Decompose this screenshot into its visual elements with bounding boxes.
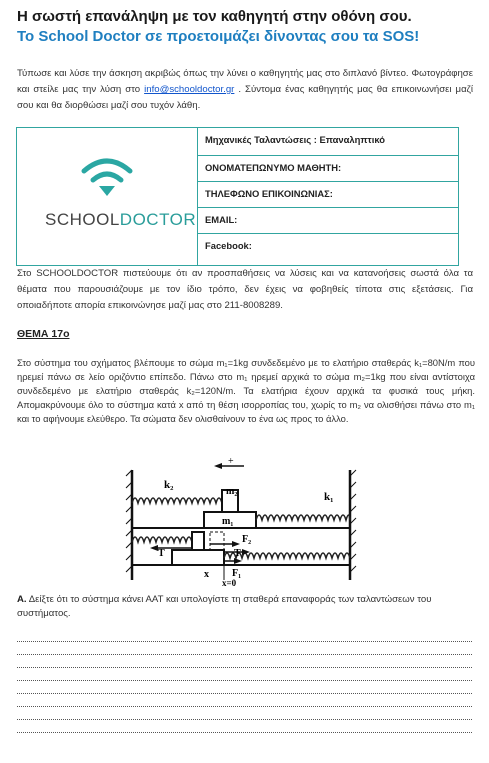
student-name-field[interactable]: ΟΝΟΜΑΤΕΠΩΝΥΜΟ ΜΑΘΗΤΗ: — [198, 156, 458, 182]
problem-heading: ΘΕΜΑ 17ο — [17, 328, 70, 340]
answer-lines[interactable] — [17, 629, 472, 733]
info-paragraph: Στο SCHOOLDOCTOR πιστεύουμε ότι αν προσπαθήσεις να λύσεις και να κατανοήσεις σωστά όλα τα θέματα που παρουσιάζουμε με τον ίδιο τρόπο, δεν έχεις να φοβηθείς τίποτα στις εξετάσεις. Για οποιαδήποτε απορία επικοινώνησε μαζί μας στο 211-8008289. — [17, 268, 473, 311]
logo-wordmark: SCHOOLDOCTOR — [45, 210, 197, 229]
F1-label: F₁ — [232, 568, 242, 579]
spring-k1-upper — [256, 515, 350, 520]
course-title-field: Μηχανικές Ταλαντώσεις : Επαναληπτικό — [198, 128, 458, 156]
m2-label: m₂ — [226, 486, 238, 497]
page-subtitle: Το School Doctor σε προετοιμάζει δίνοντας σου τα SOS! — [17, 28, 420, 45]
answer-line[interactable] — [17, 655, 472, 668]
spring-mass-figure — [124, 458, 358, 586]
mass-m2-displaced — [192, 532, 204, 550]
page-title: Η σωστή επανάληψη με τον καθηγητή στην οθόνη σου. — [17, 8, 412, 25]
email-field[interactable]: EMAIL: — [198, 208, 458, 234]
right-wall — [350, 470, 356, 580]
m1-label: m₁ — [222, 516, 234, 527]
spring-k2-upper — [132, 498, 222, 503]
k1-label: k₁ — [324, 491, 334, 503]
phone-field[interactable]: ΤΗΛΕΦΩΝΟ ΕΠΙΚΟΙΝΩΝΙΑΣ: — [198, 182, 458, 208]
answer-line[interactable] — [17, 681, 472, 694]
answer-line[interactable] — [17, 642, 472, 655]
T-left-label: T — [158, 548, 165, 559]
answer-line[interactable] — [17, 694, 472, 707]
question-a: Α. Δείξτε ότι το σύστημα κάνει ΑΑΤ και υπολογίστε τη σταθερά επαναφοράς των ταλαντώσεων του συστήματος. — [17, 594, 432, 619]
wifi-signal-icon — [17, 128, 197, 208]
left-wall — [126, 470, 132, 580]
plus-label: + — [228, 458, 234, 467]
student-info-card — [16, 127, 459, 266]
answer-line[interactable] — [17, 707, 472, 720]
equilibrium-outline — [210, 532, 224, 550]
intro-paragraph: Τύπωσε και λύσε την άσκηση ακριβώς όπως την λύνει ο καθηγητής μας στο διπλανό βίντεο. Φωτογράφησε και στείλε μας την λύση στο info@schooldoctor.gr . Σύντομα ένας καθηγητής μας θα επικοινωνήσει μαζί σου και θα διορθώσει μαζί σου τυχόν λάθη. — [17, 68, 473, 111]
facebook-field[interactable]: Facebook: — [205, 240, 252, 251]
problem-statement: Στο σύστημα του σχήματος βλέπουμε το σώμα m₁=1kg συνδεδεμένο με το ελατήριο σταθεράς k₁=80N/m που ηρεμεί πάνω σε λείο οριζόντιο επίπεδο. Πάνω στο m₁ ηρεμεί αρχικά το σώμα m₂=1kg που είναι αντίστοιχα συνδεδεμένο με ελατήριο σταθεράς k₂=120N/m. Τα ελατήρια έχουν αρχικά τα φυσικά τους μήκη. Απομακρύνουμε όλο το σύστημα κατά x από τη θέση ισορροπίας του, χωρίς το m₂ να ολισθήσει πάνω στο m₁ και το αφήνουμε ελεύθερο. Τα σώματα δεν ολισθαίνουν το ένα ως προς το άλλο. — [17, 357, 475, 424]
answer-line[interactable] — [17, 720, 472, 733]
x-label: x — [204, 569, 209, 580]
schooldoctor-logo — [17, 128, 198, 265]
info-fields — [198, 128, 458, 261]
email-link[interactable]: info@schooldoctor.gr — [144, 84, 235, 95]
answer-line[interactable] — [17, 668, 472, 681]
mass-m1-displaced — [172, 550, 224, 565]
T-right-label: T — [234, 548, 241, 559]
answer-line[interactable] — [17, 629, 472, 642]
k2-label: k₂ — [164, 479, 174, 491]
x0-label: x=0 — [222, 578, 237, 586]
F2-label: F₂ — [242, 534, 252, 545]
